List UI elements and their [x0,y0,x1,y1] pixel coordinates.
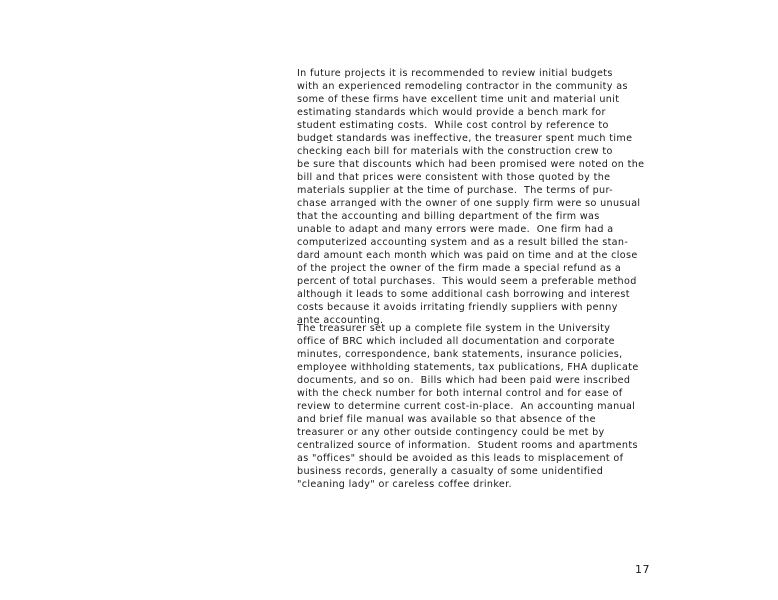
text-line: bill and that prices were consistent with those quoted by the [297,172,611,183]
text-line: documents, and so on. Bills which had been paid were inscribed [297,375,631,386]
text-line: The treasurer set up a complete file system in the University [297,323,611,334]
text-line: some of these firms have excellent time unit and material unit [297,94,620,105]
text-line: materials supplier at the time of purchase. The terms of pur- [297,185,613,196]
text-line: although it leads to some additional cash borrowing and interest [297,289,630,300]
text-line: with the check number for both internal control and for ease of [297,388,623,399]
text-line: estimating standards which would provide a bench mark for [297,107,606,118]
text-line: be sure that discounts which had been promised were noted on the [297,159,645,170]
text-line: employee withholding statements, tax publications, FHA duplicate [297,362,639,373]
text-line: of the project the owner of the firm made a special refund as a [297,263,622,274]
text-line: percent of total purchases. This would seem a preferable method [297,276,637,287]
text-line: checking each bill for materials with the construction crew to [297,146,613,157]
text-line: as "offices" should be avoided as this leads to misplacement of [297,453,624,464]
text-line: that the accounting and billing department of the firm was [297,211,600,222]
text-line: minutes, correspondence, bank statements, insurance policies, [297,349,623,360]
paragraph-file-system [297,322,692,491]
text-line: computerized accounting system and as a result billed the stan- [297,237,629,248]
text-line: centralized source of information. Student rooms and apartments [297,440,638,451]
text-line: chase arranged with the owner of one supply firm were so unusual [297,198,641,209]
text-line: costs because it avoids irritating friendly suppliers with penny [297,302,618,313]
text-line: student estimating costs. While cost control by reference to [297,120,609,131]
text-line: review to determine current cost-in-place. An accounting manual [297,401,636,412]
text-line: unable to adapt and many errors were made. One firm had a [297,224,614,235]
text-line: office of BRC which included all documentation and corporate [297,336,615,347]
text-line: and brief file manual was available so that absence of the [297,414,596,425]
text-line: ante accounting. [297,315,384,326]
text-line: business records, generally a casualty of some unidentified [297,466,604,477]
text-line: dard amount each month which was paid on time and at the close [297,250,638,261]
paragraph-budget-review [297,67,692,327]
text-line: In future projects it is recommended to review initial budgets [297,68,613,79]
page-number: 17 [635,563,650,576]
text-line: treasurer or any other outside contingency could be met by [297,427,605,438]
text-line: "cleaning lady" or careless coffee drinker. [297,479,512,490]
text-line: with an experienced remodeling contractor in the community as [297,81,628,92]
text-line: budget standards was ineffective, the treasurer spent much time [297,133,633,144]
